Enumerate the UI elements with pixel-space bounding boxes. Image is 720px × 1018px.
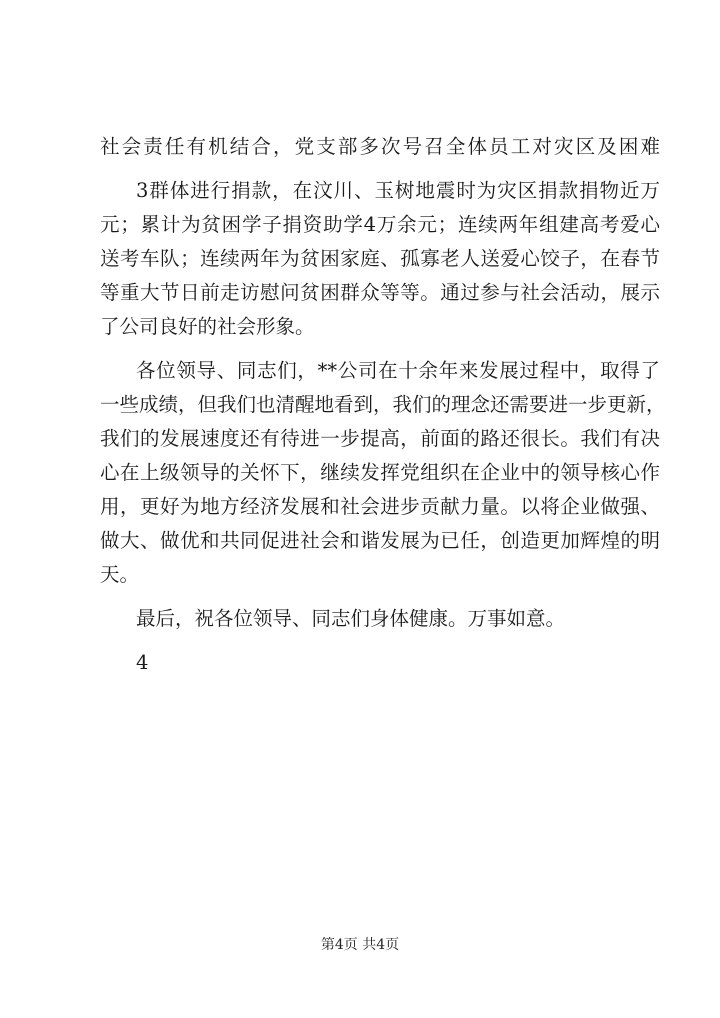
body-text-line: 最后，祝各位领导、同志们身体健康。万事如意。 xyxy=(136,607,566,630)
body-text-line: 了公司良好的社会形象。 xyxy=(100,315,315,338)
trailing-number: 4 xyxy=(136,651,149,674)
body-text-line: 一些成绩，但我们也清醒地看到，我们的理念还需要进一步更新， xyxy=(100,393,666,416)
body-text-line: 用，更好为地方经济发展和社会进步贡献力量。以将企业做强、 xyxy=(100,495,660,518)
body-text-line: 各位领导、同志们，**公司在十余年来发展过程中，取得了 xyxy=(136,359,660,382)
body-text-line: 等重大节日前走访慰问贫困群众等等。通过参与社会活动，展示 xyxy=(100,281,660,304)
body-text-line: 社会责任有机结合，党支部多次号召全体员工对灾区及困难 xyxy=(100,135,660,158)
body-text-line: 送考车队；连续两年为贫困家庭、孤寡老人送爱心饺子，在春节 xyxy=(100,247,660,270)
body-text-line: 我们的发展速度还有待进一步提高，前面的路还很长。我们有决 xyxy=(100,427,660,450)
body-text-line: 天。 xyxy=(100,563,140,586)
body-text-line: 做大、做优和共同促进社会和谐发展为已任，创造更加辉煌的明 xyxy=(100,529,660,552)
body-text-line: 元；累计为贫困学子捐资助学4万余元；连续两年组建高考爱心 xyxy=(100,213,660,236)
page-footer: 第4页 共4页 xyxy=(320,937,400,953)
body-text-line: 心在上级领导的关怀下，继续发挥党组织在企业中的领导核心作 xyxy=(100,461,660,484)
body-text-line: 3群体进行捐款，在汶川、玉树地震时为灾区捐款捐物近万 xyxy=(136,179,660,202)
